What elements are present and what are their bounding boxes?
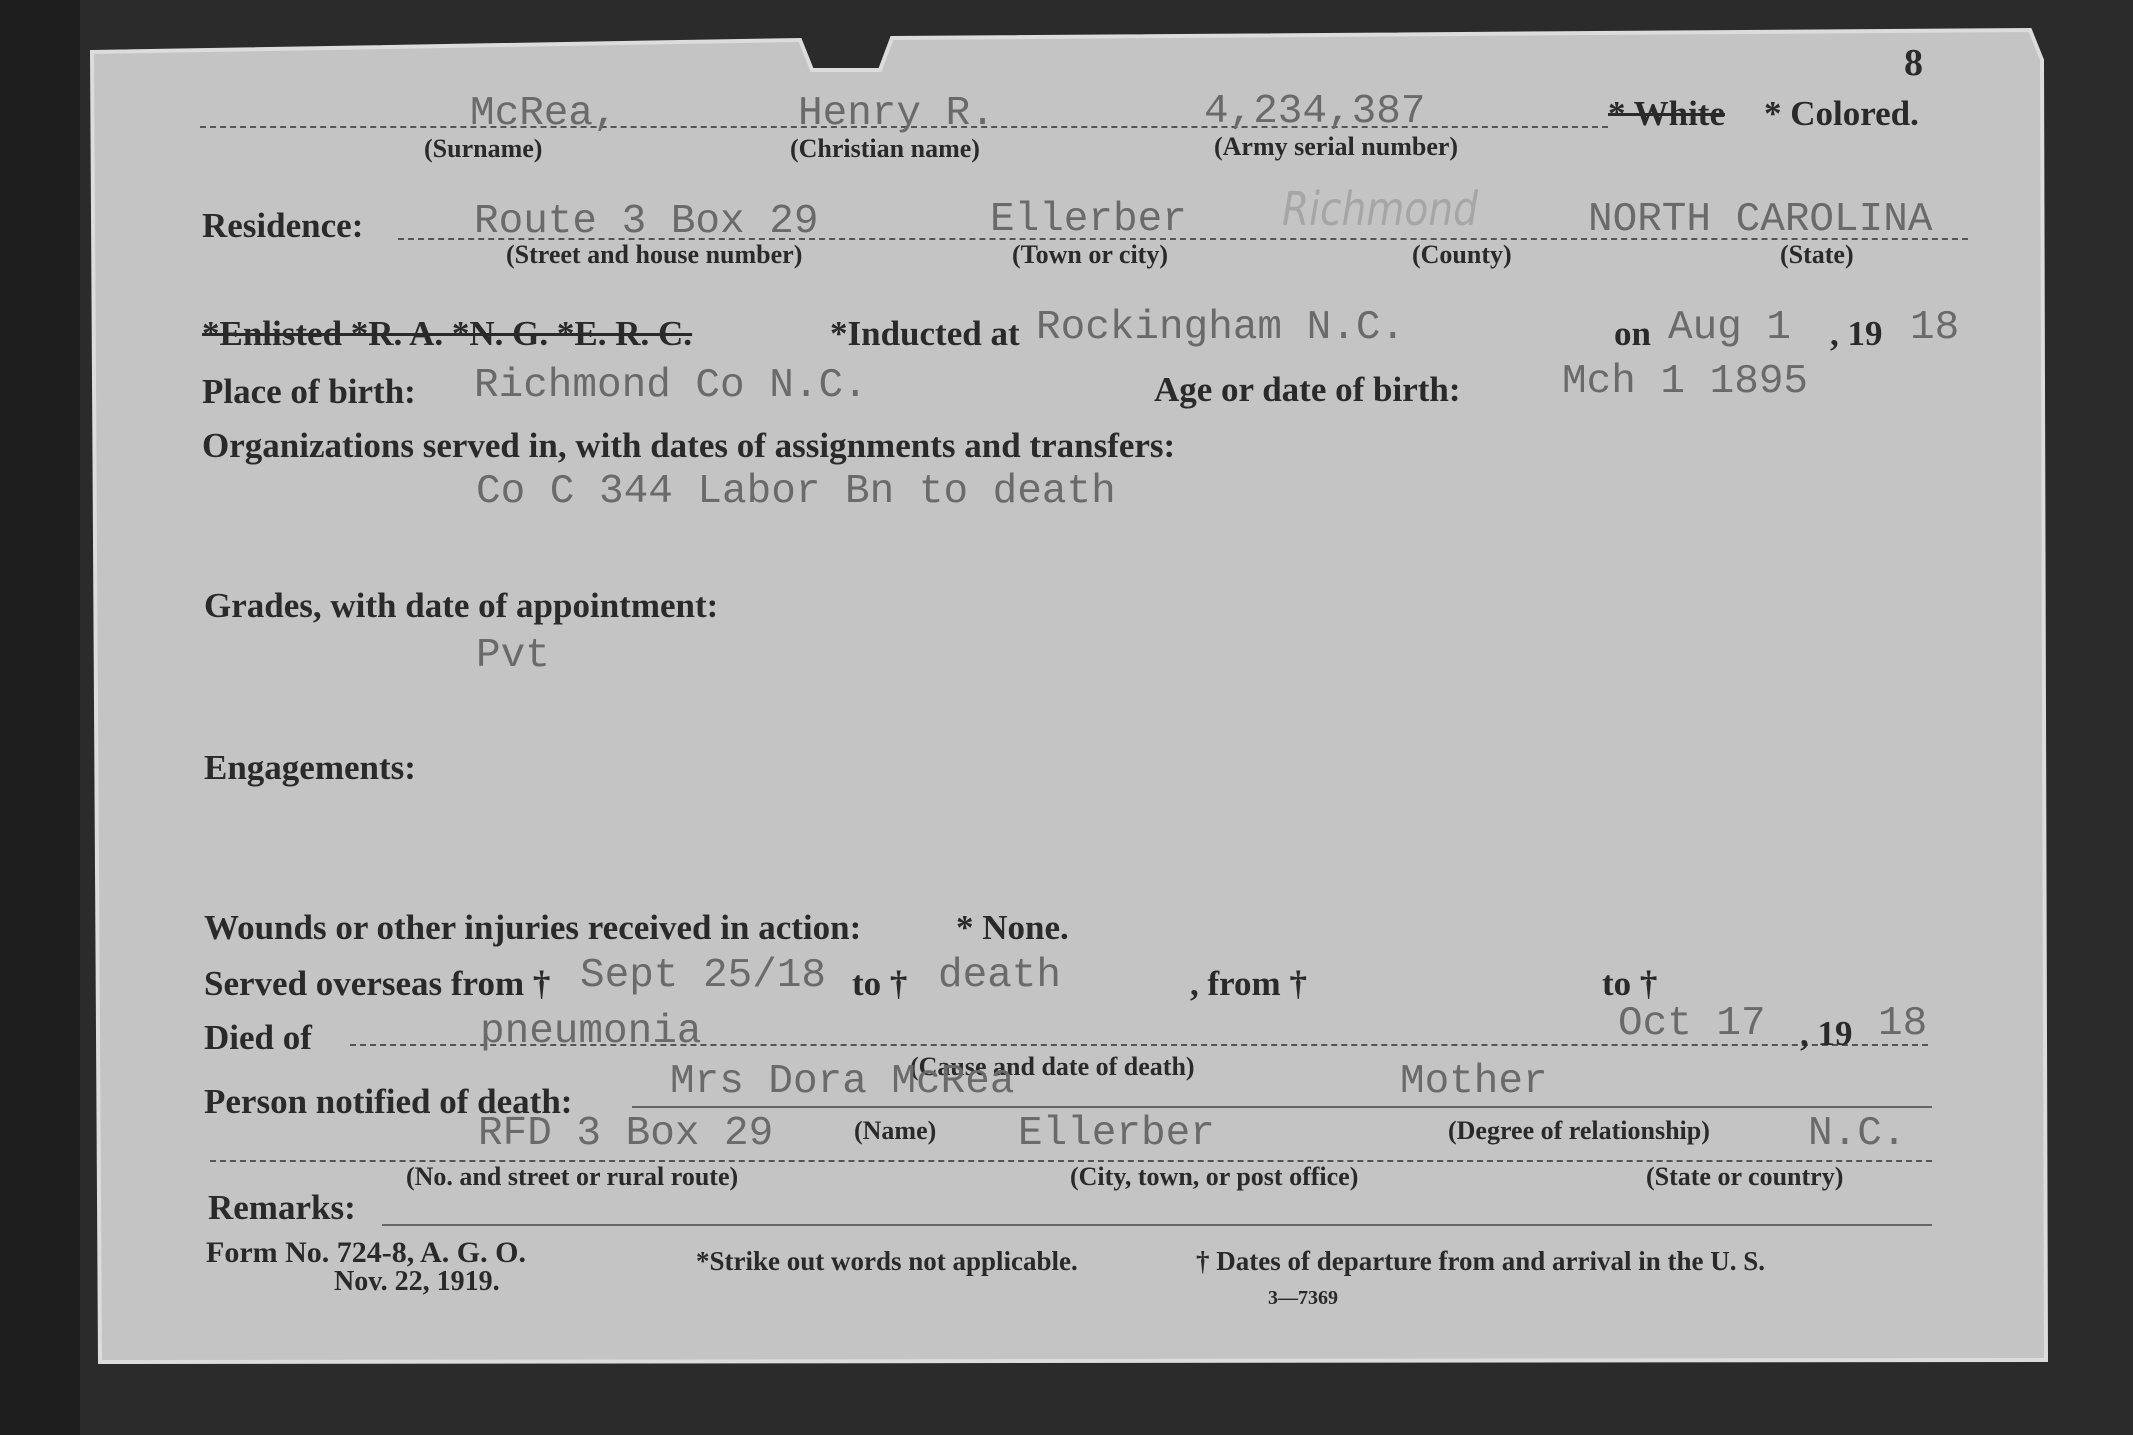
induction-date-value: Aug 1: [1668, 305, 1792, 351]
birth-date-value: Mch 1 1895: [1562, 359, 1809, 405]
overseas-to-value: death: [938, 953, 1062, 999]
death-date-value: Oct 17: [1618, 1001, 1766, 1047]
notified-line: [632, 1106, 1932, 1108]
residence-street-value: Route 3 Box 29: [474, 199, 819, 245]
induction-on-label: on: [1614, 314, 1651, 353]
notified-label: Person notified of death:: [204, 1082, 573, 1121]
page-number: 8: [1904, 42, 1923, 84]
serial-number-caption: (Army serial number): [1214, 132, 1459, 161]
overseas-from-value: Sept 25/18: [580, 953, 827, 999]
strike-note: *Strike out words not applicable.: [696, 1246, 1078, 1276]
relationship-caption: (Degree of relationship): [1448, 1116, 1710, 1145]
form-date: Nov. 22, 1919.: [334, 1266, 500, 1297]
overseas-label: Served overseas from †: [204, 964, 551, 1003]
engagements-label: Engagements:: [204, 748, 416, 787]
print-code: 3—7369: [1268, 1287, 1338, 1309]
street-route-caption: (No. and street or rural route): [406, 1162, 739, 1191]
surname-value: McRea,: [470, 91, 618, 137]
race-white-label: * White: [1608, 94, 1725, 133]
residence-label: Residence:: [202, 206, 364, 245]
residence-state-value: NORTH CAROLINA: [1588, 197, 1933, 243]
overseas-to-label: to †: [852, 964, 908, 1003]
enlistment-options-struck: *Enlisted *R. A. *N. G. *E. R. C.: [202, 314, 693, 353]
state-country-caption: (State or country): [1646, 1162, 1844, 1191]
remarks-line: [382, 1224, 1932, 1226]
remarks-label: Remarks:: [208, 1188, 356, 1227]
overseas-to-label-2: to †: [1602, 964, 1658, 1003]
state-caption: (State): [1780, 240, 1854, 269]
county-caption: (County): [1412, 240, 1512, 269]
serial-number-value: 4,234,387: [1204, 89, 1426, 135]
overseas-from-label-2: , from †: [1190, 964, 1307, 1003]
race-colored-label: * Colored.: [1764, 94, 1919, 133]
birth-place-label: Place of birth:: [202, 372, 416, 411]
notified-city-value: Ellerber: [1018, 1111, 1215, 1157]
notified-name-value: Mrs Dora McRea: [670, 1059, 1015, 1105]
birth-date-label: Age or date of birth:: [1154, 370, 1461, 409]
birth-place-value: Richmond Co N.C.: [474, 363, 868, 409]
grades-label: Grades, with date of appointment:: [204, 586, 719, 625]
notified-address-value: RFD 3 Box 29: [478, 1111, 774, 1157]
wounds-value: * None.: [956, 908, 1069, 947]
organizations-label: Organizations served in, with dates of assignments and transfers:: [202, 426, 1176, 465]
christian-name-value: Henry R.: [798, 91, 995, 137]
form-number: Form No. 724-8, A. G. O.: [206, 1236, 526, 1269]
residence-town-value: Ellerber: [990, 197, 1187, 243]
inducted-at-label: *Inducted at: [830, 314, 1020, 353]
death-year-prefix: , 19: [1800, 1014, 1853, 1053]
residence-county-value: Richmond: [1282, 182, 1478, 236]
organizations-value: Co C 344 Labor Bn to death: [476, 469, 1116, 515]
christian-name-caption: (Christian name): [790, 134, 980, 163]
notified-relationship-value: Mother: [1400, 1059, 1548, 1105]
notified-name-caption: (Name): [854, 1116, 937, 1145]
induction-year-prefix: , 19: [1830, 314, 1883, 353]
death-year-value: 18: [1878, 1001, 1928, 1047]
street-caption: (Street and house number): [506, 240, 803, 269]
died-of-label: Died of: [204, 1018, 312, 1057]
inducted-place-value: Rockingham N.C.: [1036, 305, 1406, 351]
notified-state-value: N.C.: [1808, 1111, 1907, 1157]
induction-year-value: 18: [1910, 305, 1960, 351]
town-caption: (Town or city): [1012, 240, 1168, 269]
grades-value: Pvt: [476, 633, 550, 679]
city-caption: (City, town, or post office): [1070, 1162, 1359, 1191]
surname-caption: (Surname): [424, 134, 543, 163]
wounds-label: Wounds or other injuries received in action:: [204, 908, 862, 947]
death-cause-value: pneumonia: [480, 1009, 702, 1055]
death-caption: (Cause and date of death): [910, 1052, 1195, 1081]
dates-note: † Dates of departure from and arrival in the U. S.: [1196, 1246, 1765, 1276]
